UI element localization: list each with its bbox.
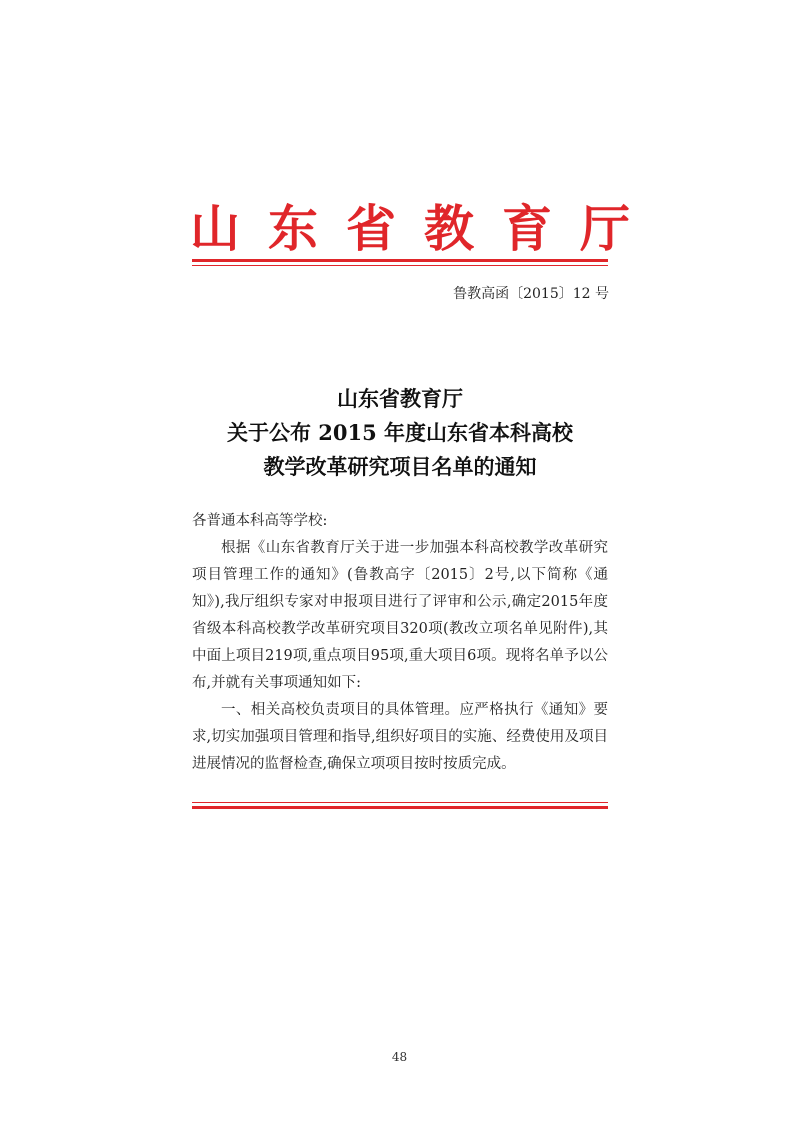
title-line-1: 山东省教育厅 xyxy=(337,386,463,411)
masthead-title: 山东省教育厅 xyxy=(190,199,658,258)
masthead-rule-thin xyxy=(192,265,608,266)
title-line-3: 教学改革研究项目名单的通知 xyxy=(263,454,537,479)
document-title xyxy=(190,382,610,484)
body-paragraph-1: 根据《山东省教育厅关于进一步加强本科高校教学改革研究项目管理工作的通知》(鲁教高字〔2015〕2号,以下简称《通知》),我厅组织专家对申报项目进行了评审和公示,确定2015年度省级本科高校教学改革研究项目320项(教改立项名单见附件),其中面上项目219项,重点项目95项,重大项目6项。现将名单予以公布,并就有关事项通知如下: xyxy=(192,540,608,691)
salutation: 各普通本科高等学校: xyxy=(192,513,328,529)
document-number: 鲁教高函〔2015〕12 号 xyxy=(453,286,609,302)
title-line-2: 关于公布 2015 年度山东省本科高校 xyxy=(226,420,574,445)
footer-rule-thin xyxy=(192,802,608,803)
body-paragraph-2: 一、相关高校负责项目的具体管理。应严格执行《通知》要求,切实加强项目管理和指导,组织好项目的实施、经费使用及项目进展情况的监督检查,确保立项项目按时按质完成。 xyxy=(192,702,608,772)
masthead-rule-thick xyxy=(192,259,608,262)
footer-rule-thick xyxy=(192,806,608,809)
page-number: 48 xyxy=(391,1050,408,1064)
document-body xyxy=(192,508,608,778)
